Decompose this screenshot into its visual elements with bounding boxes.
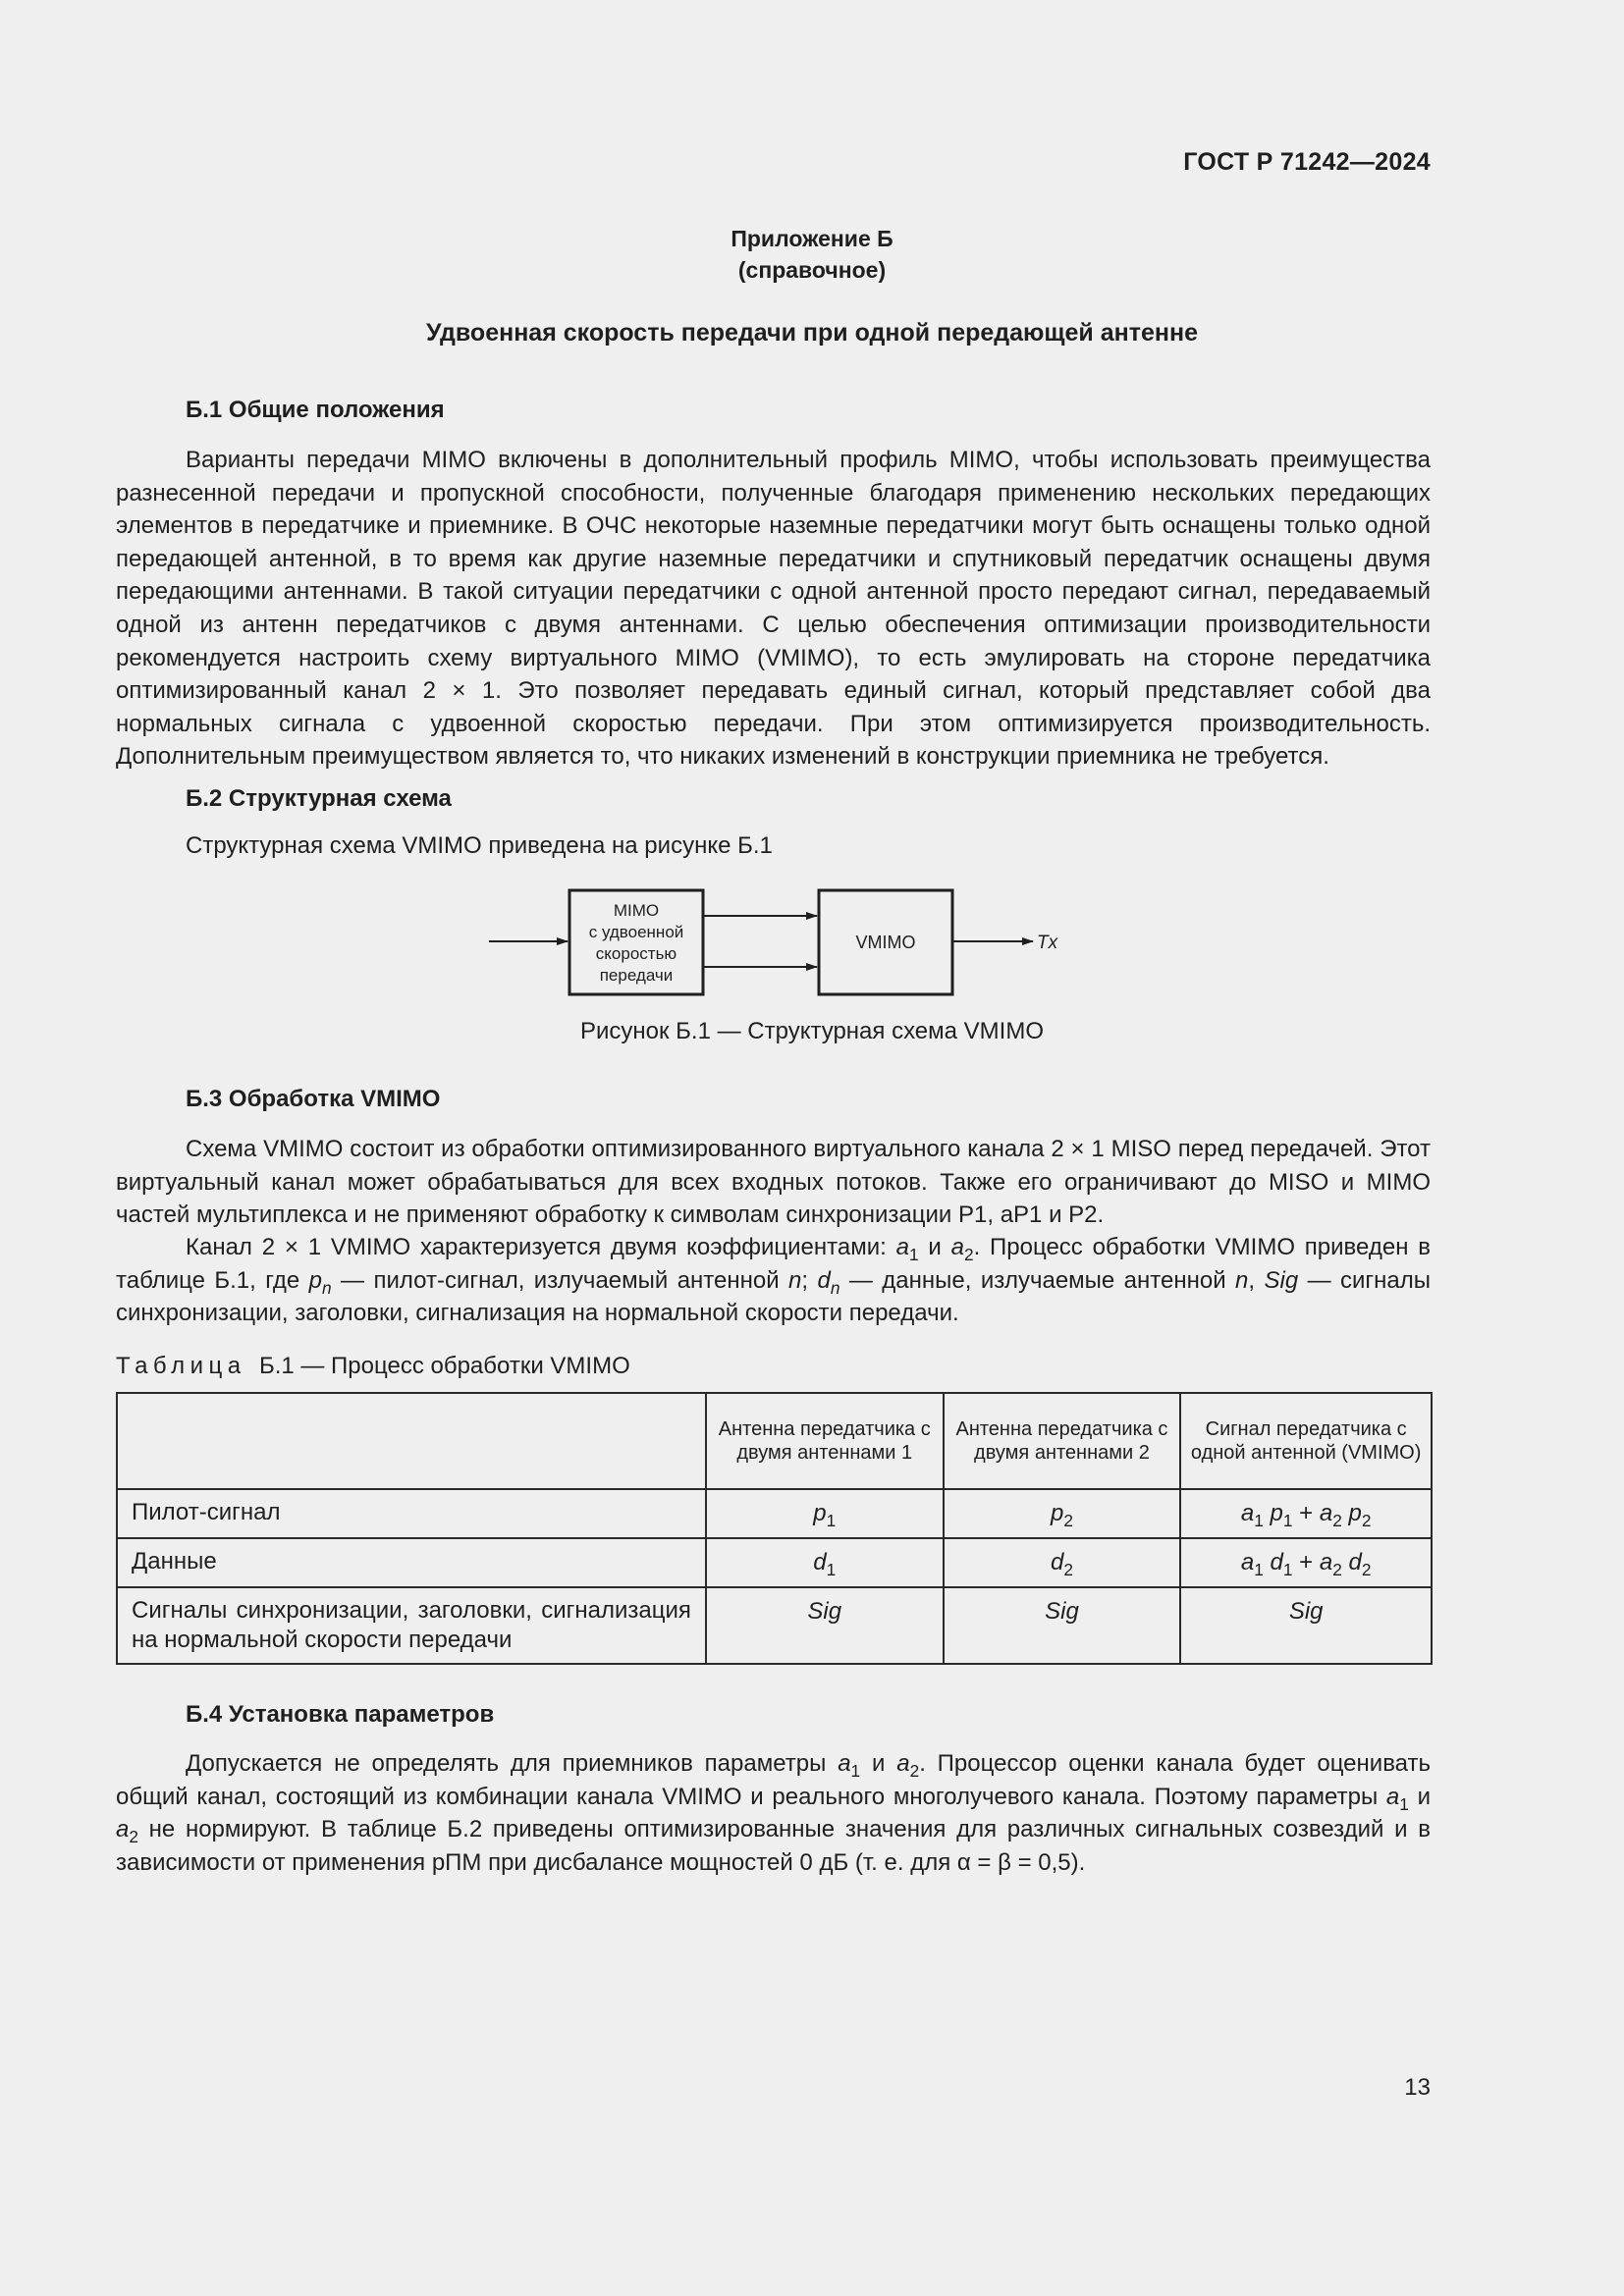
symbol-n: n (788, 1266, 802, 1294)
symbol-a: a (1240, 1549, 1255, 1575)
table-row (117, 1538, 1432, 1587)
text-run: не нормируют. В таблице Б.2 приведены оптимизированные значения для различных сигнальных созвездий и в зависимости от применения рПМ при дисбалансе мощностей 0 дБ (т. е. для α = β = 0,5). (116, 1816, 1431, 1876)
subscript: 2 (129, 1827, 138, 1847)
tx-label: Tx (1037, 933, 1058, 953)
symbol-sig: Sig (807, 1598, 842, 1625)
symbol-d: d (817, 1266, 831, 1294)
text-run: и (1408, 1783, 1431, 1810)
text-run: . Процессор оценки канала будет оценивать общий канал, состоящий из комбинации канала VMIMO и реального многолучевого канала. Поэтому параметры (116, 1750, 1431, 1810)
mimo-block-line-3: скоростью (595, 944, 677, 963)
plus-sign: + (1299, 1549, 1314, 1575)
text-run: — пилот-сигнал, излучаемый антенной (331, 1266, 789, 1294)
mimo-block-line-1: MIMO (613, 901, 660, 920)
document-title: Удвоенная скорость передачи при одной передающей антенне (426, 319, 1198, 347)
symbol-a: a (1319, 1549, 1333, 1575)
symbol-sig: Sig (1045, 1598, 1079, 1625)
subscript: 2 (963, 1245, 974, 1265)
subscript-n: n (322, 1277, 332, 1298)
cell-d1 (706, 1538, 944, 1587)
symbol-a: a (1385, 1783, 1400, 1810)
symbol-a: a (116, 1816, 130, 1843)
section-heading-b3: Б.3 Обработка VMIMO (186, 1086, 441, 1112)
symbol-a: a (950, 1234, 964, 1260)
text-run: — данные, излучаемые антенной (839, 1266, 1236, 1294)
symbol-p: p (1050, 1500, 1064, 1526)
symbol-p: p (813, 1500, 827, 1526)
symbol-sig: Sig (1288, 1598, 1324, 1625)
table-caption-label: Таблица (116, 1353, 246, 1379)
table-header-antenna-1: Антенна передатчика с двумя антеннами 1 (706, 1393, 944, 1489)
symbol-a: a (838, 1750, 851, 1777)
text-run: и (918, 1234, 951, 1260)
cell-sig-vmimo (1180, 1587, 1432, 1664)
subscript: 1 (1254, 1511, 1264, 1531)
vmimo-process-table (116, 1392, 1433, 1665)
table-header-empty (117, 1393, 706, 1489)
symbol-d: d (1348, 1549, 1362, 1575)
symbol-p: p (1348, 1500, 1362, 1526)
cell-sig-2 (944, 1587, 1181, 1664)
plus-sign: + (1299, 1500, 1314, 1526)
row-label: Данные (117, 1538, 706, 1587)
subscript: 1 (908, 1245, 919, 1265)
mimo-block-line-4: передачи (599, 966, 674, 985)
cell-d2 (944, 1538, 1181, 1587)
subscript-n: n (830, 1277, 840, 1298)
symbol-p: p (1270, 1500, 1283, 1526)
annex-title: Приложение Б (731, 226, 893, 251)
symbol-sig: Sig (1264, 1266, 1299, 1294)
subscript: 1 (1282, 1511, 1293, 1531)
table-header-antenna-2: Антенна передатчика с двумя антеннами 2 (944, 1393, 1181, 1489)
subscript: 1 (1254, 1560, 1264, 1580)
subscript: 2 (909, 1761, 920, 1782)
subscript: 1 (1399, 1793, 1409, 1814)
structure-diagram (481, 879, 1070, 1006)
standard-designation: ГОСТ Р 71242—2024 (1183, 148, 1431, 176)
section-b4-paragraph (116, 1747, 1431, 1879)
section-b3-paragraph-1 (116, 1133, 1431, 1232)
subscript: 2 (1063, 1560, 1073, 1580)
symbol-a: a (895, 1234, 909, 1260)
symbol-p: p (308, 1266, 323, 1294)
section-heading-b1: Б.1 Общие положения (186, 397, 445, 423)
symbol-n: n (1235, 1266, 1249, 1294)
text-run: . Процесс обработки VMIMO приведен в таблице Б.1, где (116, 1234, 1432, 1294)
section-b1-paragraph (116, 444, 1431, 774)
figure-caption: Рисунок Б.1 — Структурная схема VMIMO (580, 1018, 1044, 1044)
subscript: 1 (826, 1511, 837, 1531)
cell-sig-1 (706, 1587, 944, 1664)
table-header-vmimo: Сигнал передатчика с одной антенной (VMIMO) (1180, 1393, 1432, 1489)
text-run: — сигналы синхронизации, заголовки, сигнализация на нормальной скорости передачи. (116, 1266, 1432, 1327)
subscript: 2 (1332, 1560, 1342, 1580)
subscript: 1 (826, 1560, 837, 1580)
text-run: ; (801, 1266, 818, 1294)
symbol-d: d (813, 1549, 827, 1575)
row-label: Сигналы синхронизации, заголовки, сигнализация на нормальной скорости передачи (117, 1587, 706, 1664)
subscript: 2 (1332, 1511, 1342, 1531)
table-caption-text: Б.1 — Процесс обработки VMIMO (258, 1353, 630, 1379)
vmimo-block-label: VMIMO (855, 933, 916, 952)
section-heading-b2: Б.2 Структурная схема (186, 785, 452, 812)
symbol-d: d (1270, 1549, 1283, 1575)
table-header-row (117, 1393, 1432, 1489)
page-number: 13 (1404, 2074, 1431, 2101)
text-run: , (1248, 1266, 1265, 1294)
table-row (117, 1489, 1432, 1538)
row-label: Пилот-сигнал (117, 1489, 706, 1538)
section-heading-b4: Б.4 Установка параметров (186, 1701, 495, 1728)
subscript: 1 (850, 1761, 861, 1782)
text-run: Канал 2 × 1 VMIMO характеризуется двумя коэффициентами: (186, 1234, 896, 1260)
table-row (117, 1587, 1432, 1664)
section-b3-paragraph-2 (116, 1231, 1431, 1330)
cell-p2 (944, 1489, 1181, 1538)
text-run: и (860, 1750, 897, 1777)
subscript: 1 (1282, 1560, 1293, 1580)
annex-type: (справочное) (737, 257, 887, 283)
subscript: 2 (1361, 1560, 1372, 1580)
b1-text: Варианты передачи MIMO включены в дополнительный профиль MIMO, чтобы использовать преимущества разнесенной передачи и пропускной способности, полученные благодаря применению нескольких передающих элементов в передатчике и приемнике. В ОЧС некоторые наземные передатчики могут быть оснащены только одной передающей антенной, в то время как другие наземные передатчики и спутниковый передатчик оснащены двумя передающими антеннами. В такой ситуации передатчики с одной антенной просто передают сигнал, передаваемый одной из антенн передатчиков с двумя антеннами. С целью обеспечения оптимизации производительности рекомендуется настроить схему виртуального MIMO (VMIMO), то есть эмулировать на стороне передатчика оптимизированный канал 2 × 1. Это позволяет передавать единый сигнал, который представляет собой два нормальных сигнала с удвоенной скоростью передачи. При этом оптимизируется производительность. Дополнительным преимуществом является то, что никаких изменений в конструкции приемника не требуется. (116, 447, 1431, 771)
symbol-a: a (1240, 1500, 1255, 1526)
b3-p1-text: Схема VMIMO состоит из обработки оптимизированного виртуального канала 2 × 1 MISO перед передачей. Этот виртуальный канал может обрабатываться для всех входных потоков. Также его ограничивают до MISO и MIMO частей мультиплекса и не применяют обработку к символам синхронизации P1, aP1 и P2. (116, 1136, 1431, 1229)
section-b2-text: Структурная схема VMIMO приведена на рисунке Б.1 (186, 832, 773, 859)
symbol-a: a (1319, 1500, 1333, 1526)
symbol-d: d (1050, 1549, 1064, 1575)
cell-p1 (706, 1489, 944, 1538)
cell-vmimo-pilot (1180, 1489, 1432, 1538)
subscript: 2 (1361, 1511, 1372, 1531)
subscript: 2 (1063, 1511, 1073, 1531)
table-caption (116, 1353, 630, 1380)
cell-vmimo-data (1180, 1538, 1432, 1587)
symbol-a: a (896, 1750, 910, 1777)
text-run: Допускается не определять для приемников параметры (186, 1750, 839, 1777)
mimo-block-line-2: с удвоенной (588, 923, 684, 941)
